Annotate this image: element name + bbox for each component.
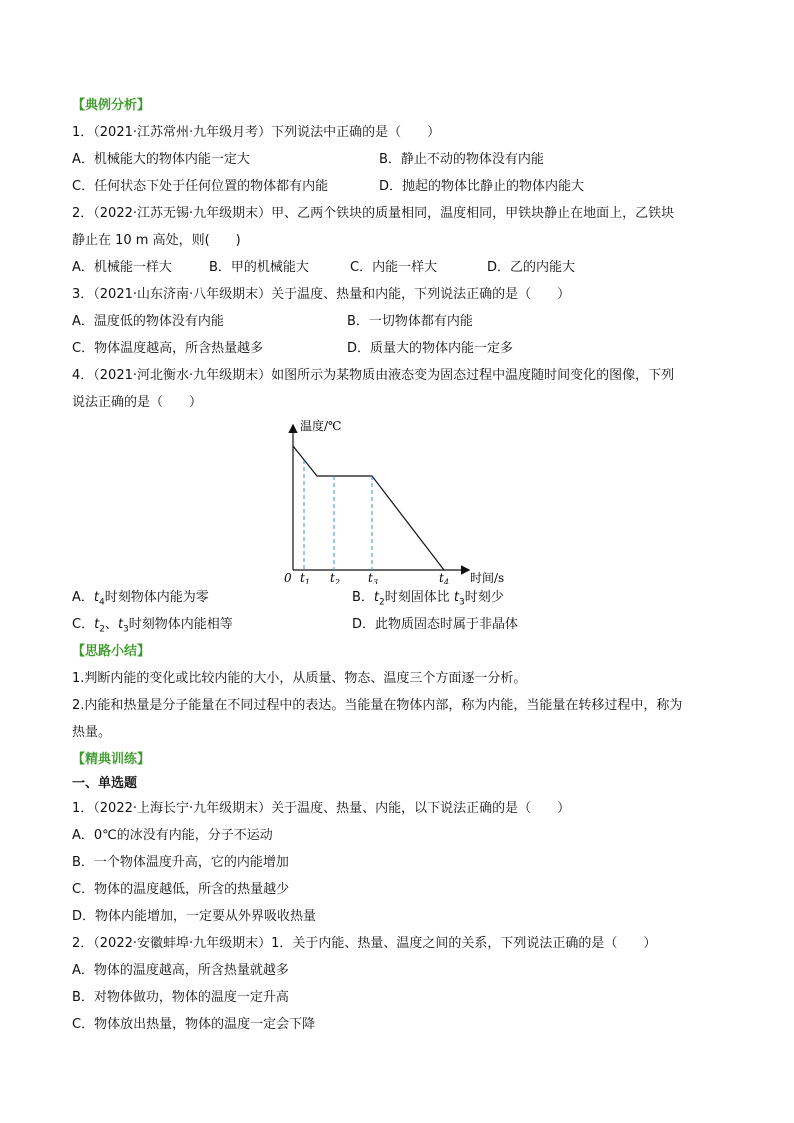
q4-stem-line2: 说法正确的是（ ） (72, 395, 203, 410)
tick-t2: $t_2$ (330, 571, 340, 584)
q1-option-b: B．静止不动的物体没有内能 (379, 152, 544, 167)
tick-t3: $t_3$ (368, 571, 378, 584)
section-example-heading: 【典例分析】 (72, 98, 151, 113)
p2-option-a: A．物体的温度越高，所含热量就越多 (72, 963, 289, 978)
q3-options-cd (72, 335, 732, 362)
summary-point-1: 1.判断内能的变化或比较内能的大小，从质量、物态、温度三个方面逐一分析。 (72, 671, 527, 686)
p1-option-b: B．一个物体温度升高，它的内能增加 (72, 855, 289, 870)
q2-option-d: D．乙的内能大 (487, 260, 576, 275)
q3-option-d: D．质量大的物体内能一定多 (347, 341, 514, 356)
q1-option-c: C．任何状态下处于任何位置的物体都有内能 (72, 179, 329, 194)
q4-options-ab (72, 584, 732, 611)
p1-option-a: A．0℃的冰没有内能，分子不运动 (72, 828, 273, 843)
q2-stem-line2: 静止在 10 m 高处，则( ) (72, 233, 241, 248)
tick-t1: $t_1$ (300, 571, 310, 584)
section-practice-heading: 【精典训练】 (72, 752, 151, 767)
tick-t4: $t_4$ (439, 571, 449, 584)
document-page (72, 92, 732, 1038)
q1-stem: 1．（2021·江苏常州·九年级月考）下列说法中正确的是（ ） (72, 125, 441, 140)
q3-stem: 3．（2021·山东济南·八年级期末）关于温度、热量和内能，下列说法正确的是（ ） (72, 287, 571, 302)
x-axis-label: 时间/s (470, 571, 505, 584)
single-choice-heading: 一、单选题 (72, 776, 138, 791)
q2-options (72, 254, 732, 281)
q3-option-b: B．一切物体都有内能 (347, 314, 473, 329)
q3-option-a: A．温度低的物体没有内能 (72, 314, 224, 329)
q2-stem-line1: 2．（2022·江苏无锡·九年级期末）甲、乙两个铁块的质量相同，温度相同，甲铁块静止在地面上，乙铁块 (72, 206, 675, 221)
temperature-time-graph (72, 416, 732, 584)
q3-option-c: C．物体温度越高，所含热量越多 (72, 341, 264, 356)
q1-options-cd (72, 173, 732, 200)
p2-option-b: B．对物体做功，物体的温度一定升高 (72, 990, 289, 1005)
q2-option-b: B．甲的机械能大 (209, 260, 309, 275)
y-axis-label: 温度/℃ (300, 419, 342, 433)
p1-stem: 1．（2022·上海长宁·九年级期末）关于温度、热量、内能，以下说法正确的是（ ） (72, 801, 571, 816)
summary-point-2-line2: 热量。 (72, 725, 112, 740)
p2-stem: 2．（2022·安徽蚌埠·九年级期末）1．关于内能、热量、温度之间的关系，下列说法正确的是（ ） (72, 936, 657, 951)
q4-option-d: D．此物质固态时属于非晶体 (352, 617, 519, 632)
q4-options-cd (72, 611, 732, 638)
q1-option-d: D．抛起的物体比静止的物体内能大 (379, 179, 585, 194)
summary-point-2-line1: 2.内能和热量是分子能量在不同过程中的表达。当能量在物体内部，称为内能，当能量在转移过程中，称为 (72, 698, 683, 713)
temperature-curve (293, 446, 444, 570)
origin-label: 0 (284, 571, 292, 584)
q1-options-ab (72, 146, 732, 173)
q3-options-ab (72, 308, 732, 335)
p1-option-d: D．物体内能增加，一定要从外界吸收热量 (72, 909, 317, 924)
q4-option-a: A．$t_4$时刻物体内能为零 (72, 590, 209, 608)
section-summary-heading: 【思路小结】 (72, 644, 151, 659)
p1-option-c: C．物体的温度越低，所含的热量越少 (72, 882, 290, 897)
q2-option-c: C．内能一样大 (350, 260, 438, 275)
q2-option-a: A．机械能一样大 (72, 260, 172, 275)
q1-option-a: A．机械能大的物体内能一定大 (72, 152, 250, 167)
q4-option-b: B．$t_2$时刻固体比 $t_3$时刻少 (352, 590, 504, 608)
q4-stem-line1: 4．（2021·河北衡水·九年级期末）如图所示为某物质由液态变为固态过程中温度随时间变化的图像，下列 (72, 368, 675, 383)
p2-option-c: C．物体放出热量，物体的温度一定会下降 (72, 1017, 316, 1032)
q4-graph (72, 416, 732, 584)
q4-option-c: C．$t_2$、$t_3$时刻物体内能相等 (72, 617, 233, 635)
